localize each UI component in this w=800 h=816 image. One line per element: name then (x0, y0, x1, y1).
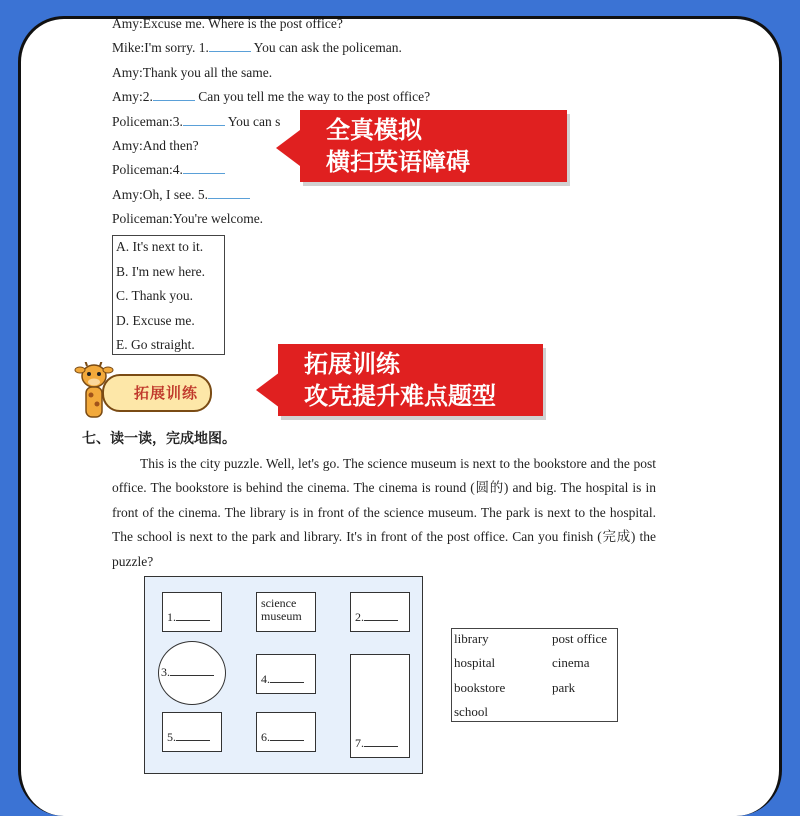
promo-banner-mid (278, 344, 543, 416)
dialogue-text: You're welcome. (172, 211, 264, 226)
section-heading: 七、读一读，完成地图。 (82, 431, 236, 447)
blank-number: 5. (197, 187, 208, 202)
word-bank-item: library (454, 631, 489, 646)
map-slot-1[interactable] (162, 592, 222, 632)
dialogue-line-6: Amy:And then? (112, 138, 199, 153)
speaker: Mike (112, 40, 141, 55)
dialogue-text: Excuse me. Where is the post office? (142, 16, 343, 31)
word-bank-item: school (454, 704, 488, 719)
options-box (112, 235, 225, 355)
dialogue-text: You can s (224, 114, 281, 129)
option-d: D. Excuse me. (116, 313, 195, 328)
dialogue-text: Can you tell me the way to the post office? (194, 89, 431, 104)
slot-number: 1. (167, 610, 176, 624)
speaker: Amy (112, 65, 139, 80)
answer-blank-2[interactable] (153, 90, 195, 101)
word-bank-item: hospital (454, 655, 496, 670)
word-bank-item: park (552, 680, 576, 695)
banner-pointer (256, 372, 280, 408)
speaker: Policeman (112, 114, 169, 129)
option-c: C. Thank you. (116, 288, 193, 303)
reading-passage (112, 452, 656, 574)
slot-number: 3. (161, 665, 170, 679)
dialogue-line-2: Mike:I'm sorry. 1. You can ask the policeman. (112, 40, 402, 55)
museum-label: museum (261, 609, 302, 623)
dialogue-line-8: Amy:Oh, I see. 5. (112, 187, 250, 203)
option-b: B. I'm new here. (116, 264, 206, 279)
banner-line: 横扫英语障碍 (326, 148, 470, 176)
dialogue-text: I'm sorry. (144, 40, 199, 55)
banner-line: 全真模拟 (326, 116, 422, 144)
map-slot-3[interactable] (158, 641, 226, 705)
answer-blank-5[interactable] (208, 188, 250, 199)
speaker: Amy (112, 138, 139, 153)
blank-number: 1. (198, 40, 209, 55)
banner-line: 攻克提升难点题型 (304, 382, 496, 410)
speaker: Amy (112, 16, 139, 31)
map-slot-5[interactable] (162, 712, 222, 752)
dialogue-line-7: Policeman:4. (112, 162, 225, 178)
answer-blank-4[interactable] (183, 163, 225, 174)
speaker: Amy (112, 89, 139, 104)
blank-number: 4. (172, 162, 183, 177)
museum-label: science (261, 596, 297, 610)
option-e: E. Go straight. (116, 337, 195, 352)
blank-number: 3. (172, 114, 183, 129)
dialogue-line-9: Policeman:You're welcome. (112, 211, 264, 226)
banner-line: 拓展训练 (304, 350, 400, 378)
map-slot-6[interactable] (256, 712, 316, 752)
blank-number: 2. (142, 89, 153, 104)
slot-number: 4. (261, 672, 270, 686)
dialogue-line-3: Amy:Thank you all the same. (112, 65, 273, 80)
section-badge (102, 374, 212, 412)
speaker: Policeman (112, 211, 169, 226)
badge-label: 拓展训练 (133, 384, 198, 402)
answer-blank-1[interactable] (209, 41, 251, 52)
map-slot-2[interactable] (350, 592, 410, 632)
option-a: A. It's next to it. (116, 239, 204, 254)
passage-text: This is the city puzzle. Well, let's go. The science museum is next to the bookstore and the post office. The bookstore is behind the cinema. The cinema is round (圆的) and big. The hospital is in front of the cinema. The library is in front of the science museum. The park is next to the hospital. The school is next to the park and library. It's in front of the post office. Can you finish (完成) the puzzle? (112, 456, 656, 569)
map-slot-7[interactable] (350, 654, 410, 758)
dialogue-text: Thank you all the same. (142, 65, 273, 80)
promo-banner-top (300, 110, 567, 182)
banner-pointer (276, 130, 300, 166)
dialogue-line-1: Amy:Excuse me. Where is the post office? (112, 16, 343, 31)
answer-blank-3[interactable] (183, 115, 225, 126)
map-slot-4[interactable] (256, 654, 316, 694)
word-bank-item: bookstore (454, 680, 506, 695)
dialogue-text: Oh, I see. (142, 187, 198, 202)
giraffe-icon (74, 362, 118, 420)
dialogue-line-5: Policeman:3. You can s (112, 114, 281, 129)
slot-number: 5. (167, 730, 176, 744)
map-science-museum (256, 592, 316, 632)
slot-number: 7. (355, 736, 364, 750)
dialogue-line-4: Amy:2. Can you tell me the way to the post office? (112, 89, 431, 104)
slot-number: 6. (261, 730, 270, 744)
speaker: Amy (112, 187, 139, 202)
word-bank-item: cinema (552, 655, 590, 670)
city-map-puzzle (144, 576, 423, 774)
slot-number: 2. (355, 610, 364, 624)
dialogue-text: And then? (142, 138, 199, 153)
dialogue-text: You can ask the policeman. (250, 40, 402, 55)
word-bank (451, 628, 618, 722)
word-bank-item: post office (552, 631, 607, 646)
speaker: Policeman (112, 162, 169, 177)
